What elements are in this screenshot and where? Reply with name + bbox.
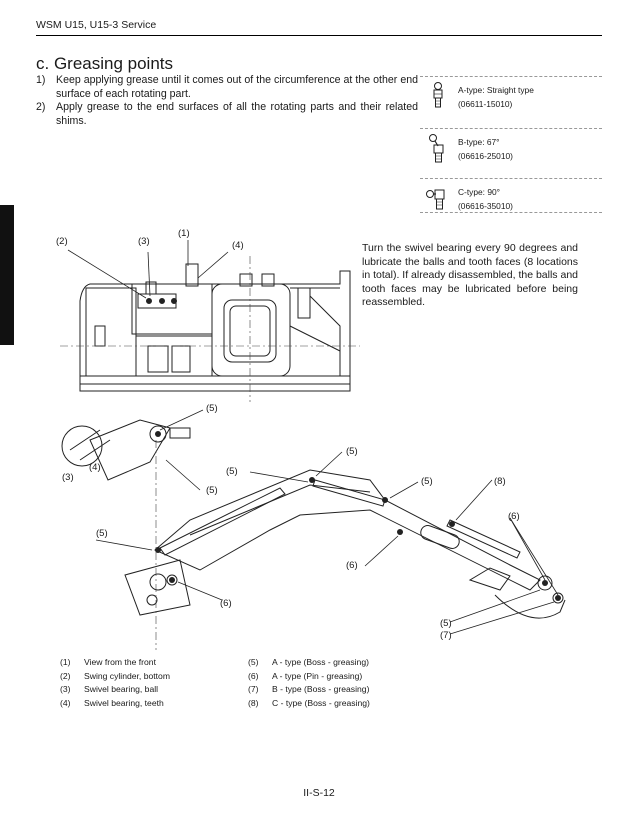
nipple-part-code: (06616-25010) bbox=[458, 151, 513, 161]
nipple-c-type bbox=[418, 181, 602, 225]
legend-item: (5) A - type (Boss - greasing) bbox=[248, 657, 369, 667]
straight-nipple-icon bbox=[426, 81, 450, 117]
callout-4: (4) bbox=[232, 240, 244, 251]
callout-5: (5) bbox=[96, 528, 108, 539]
callout-5: (5) bbox=[206, 485, 218, 496]
legend-item: (1) View from the front bbox=[60, 657, 156, 667]
callout-5: (5) bbox=[421, 476, 433, 487]
page-header bbox=[36, 16, 602, 36]
nipple-a-type bbox=[418, 79, 602, 123]
legend-item: (4) Swivel bearing, teeth bbox=[60, 697, 164, 708]
nipple-type-label: B-type: 67° bbox=[458, 137, 500, 147]
swivel-bearing-note: Turn the swivel bearing every 90 degrees and lubricate the balls and tooth faces (8 locations in total). If already disassembled, the balls and tooth faces may be lubricated before being reassembled. bbox=[362, 242, 578, 308]
nipple-type-label: A-type: Straight type bbox=[458, 85, 534, 95]
nipple-divider bbox=[420, 212, 602, 213]
nipple-part-code: (06616-35010) bbox=[458, 201, 513, 211]
step-number: 1) bbox=[36, 74, 46, 86]
boom-arm-drawing bbox=[40, 400, 600, 650]
callout-6: (6) bbox=[220, 598, 232, 609]
callout-1: (1) bbox=[178, 228, 190, 239]
nipple-divider bbox=[420, 128, 602, 129]
callout-6: (6) bbox=[346, 560, 358, 571]
legend-item: (2) Swing cylinder, bottom bbox=[60, 670, 170, 681]
page-number: II-S-12 bbox=[303, 787, 335, 799]
callout-4: (4) bbox=[89, 462, 101, 473]
angled-67-nipple-icon bbox=[426, 133, 450, 169]
callout-3: (3) bbox=[138, 236, 150, 247]
callout-2: (2) bbox=[56, 236, 68, 247]
nipple-b-type bbox=[418, 131, 602, 175]
legend-item: (8) C - type (Boss - greasing) bbox=[248, 697, 370, 708]
nipple-part-code: (06611-15010) bbox=[458, 99, 513, 109]
callout-5: (5) bbox=[206, 403, 218, 414]
callout-5: (5) bbox=[226, 466, 238, 477]
step-2 bbox=[36, 101, 418, 128]
header-title: WSM U15, U15-3 Service bbox=[36, 19, 157, 31]
front-view-drawing bbox=[40, 226, 370, 402]
legend-item: (6) A - type (Pin - greasing) bbox=[248, 670, 363, 681]
step-text: Keep applying grease until it comes out of the circumference at the other end surface of each rotating part. bbox=[56, 74, 418, 100]
section-title: c. Greasing points bbox=[36, 54, 174, 73]
callout-6: (6) bbox=[508, 511, 520, 522]
callout-5: (5) bbox=[440, 618, 452, 629]
angled-90-nipple-icon bbox=[426, 183, 450, 219]
callout-8: (8) bbox=[494, 476, 506, 487]
step-1 bbox=[36, 74, 418, 101]
step-number: 2) bbox=[36, 101, 46, 113]
step-text: Apply grease to the end surfaces of all the rotating parts and their related shims. bbox=[56, 101, 418, 127]
greasing-steps bbox=[36, 74, 418, 128]
nipple-type-label: C-type: 90° bbox=[458, 187, 500, 197]
legend-item: (3) Swivel bearing, ball bbox=[60, 684, 159, 695]
legend-left bbox=[60, 656, 170, 710]
nipple-divider bbox=[420, 178, 602, 179]
nipple-divider bbox=[420, 76, 602, 77]
legend-right bbox=[248, 656, 370, 710]
legend-item: (7) B - type (Boss - greasing) bbox=[248, 684, 370, 695]
section-tab-marker bbox=[0, 205, 14, 345]
callout-3: (3) bbox=[62, 472, 74, 483]
callout-7: (7) bbox=[440, 630, 452, 641]
callout-5: (5) bbox=[346, 446, 358, 457]
